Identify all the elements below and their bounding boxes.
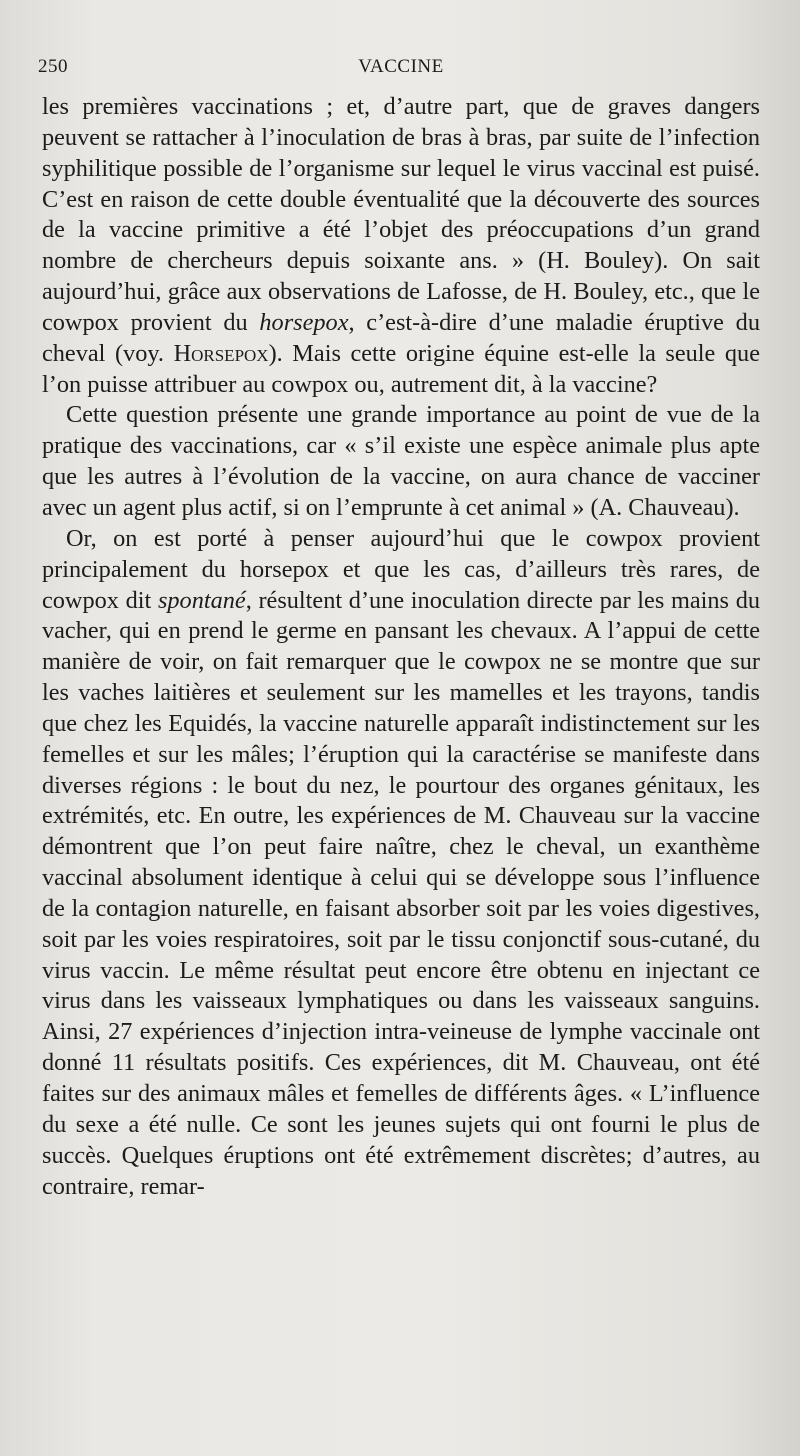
italic-term-horsepox: horsepox <box>259 308 349 336</box>
paragraph-2 <box>42 400 760 523</box>
text-run: les premières vaccinations ; et, d’autre part, que de graves dangers peuvent se rattacher à l’inoculation de bras à bras, par suite de l’infection syphilitique possible de l’organisme sur lequel le virus vaccinal est puisé. C’est en raison de cette double éventualité que la découverte des sources de la vaccine primitive a été l’objet des préoccupations d’un grand nombre de chercheurs depuis soixante ans. » (H. Bouley). On sait aujourd’hui, grâce aux observations de Lafosse, de H. Bouley, etc., que le cowpox provient du <box>42 93 760 336</box>
running-title: VACCINE <box>358 56 444 77</box>
paragraph-1 <box>42 92 760 400</box>
body-text <box>42 92 760 1202</box>
text-run: Or, on est porté à penser aujourd’hui que le cowpox provient principalement du horsepox et que les cas, d’ailleurs très rares, de cowpox dit <box>42 524 760 614</box>
italic-term-spontane: spontané <box>157 586 246 614</box>
cross-reference-horsepox: Horsepox <box>173 339 269 367</box>
page-header <box>38 56 760 84</box>
page-number: 250 <box>38 56 68 77</box>
text-run: Cette question présente une grande importance au point de vue de la pratique des vaccinations, car « s’il existe une espèce animale plus apte que les autres à l’évolution de la vaccine, on aura chance de vacciner avec un agent plus actif, si on l’emprunte à cet animal » (A. Chauveau). <box>42 401 760 521</box>
text-run: , c’est-à-dire d’une maladie éruptive du cheval (voy. <box>42 308 760 367</box>
text-run: ). Mais cette origine équine est-elle la seule que l’on puisse attribuer au cowpox ou, autrement dit, à la vaccine? <box>42 339 760 398</box>
text-run: , résultent d’une inoculation directe par les mains du vacher, qui en prend le germe en pansant les chevaux. A l’appui de cette manière de voir, on fait remarquer que le cowpox ne se montre que sur les vaches laitières et seulement sur les mamelles et les trayons, tandis que chez les Equidés, la vaccine naturelle apparaît indistinctement sur les femelles et sur les mâles; l’éruption qui la caractérise se manifeste dans diverses régions : le bout du nez, le pourtour des organes génitaux, les extrémités, etc. En outre, les expériences de M. Chauveau sur la vaccine démontrent que l’on peut faire naître, chez le cheval, un exanthème vaccinal absolument identique à celui qui se développe sous l’influence de la contagion naturelle, en faisant absorber soit par les voies digestives, soit par les voies respiratoires, soit par le tissu conjonctif sous-cutané, du virus vaccin. Le même résultat peut encore être obtenu en injectant ce virus dans les vaisseaux lymphatiques ou dans les vaisseaux sanguins. Ainsi, 27 expériences d’injection intra-veineuse de lymphe vaccinale ont donné 11 résultats positifs. Ces expériences, dit M. Chauveau, ont été faites sur des animaux mâles et femelles de différents âges. « L’influence du sexe a été nulle. Ce sont les jeunes sujets qui ont fourni le plus de succès. Quelques éruptions ont été extrêmement discrètes; d’autres, au contraire, remar- <box>42 586 760 1200</box>
paragraph-3 <box>42 524 760 1203</box>
